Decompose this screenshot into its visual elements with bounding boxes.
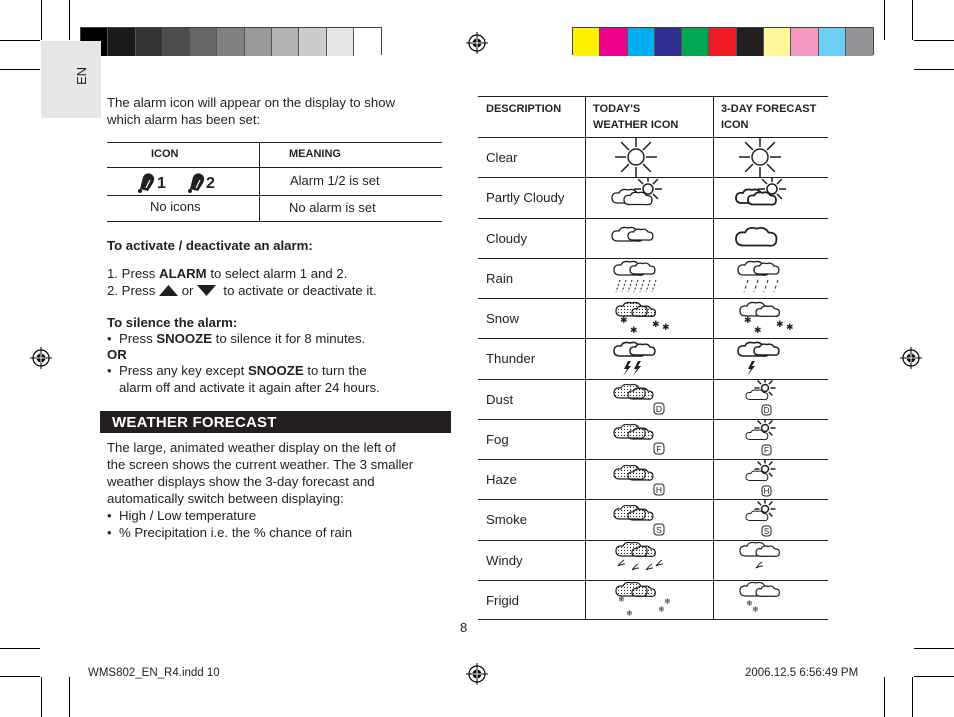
svg-text:❄: ❄ <box>752 605 759 615</box>
color-swatch <box>163 28 190 56</box>
silence-bullet-2-line-2: alarm off and activate it again after 24 hours. <box>119 380 380 395</box>
registration-mark-icon <box>900 347 922 369</box>
svg-text:✱: ✱ <box>662 321 670 332</box>
color-swatch <box>136 28 163 56</box>
weather-condition-label: Rain <box>486 270 514 286</box>
svg-text:S: S <box>656 524 662 535</box>
color-swatch <box>190 28 217 56</box>
header-today-line: TODAY'S <box>593 103 641 115</box>
bullet-text: to silence it for 8 minutes. <box>212 331 366 346</box>
svg-text:✱: ✱ <box>786 321 794 332</box>
grayscale-color-bar <box>80 27 382 55</box>
step-text: to select alarm 1 and 2. <box>206 266 348 281</box>
color-swatch <box>628 28 655 56</box>
header-3day-line: ICON <box>721 119 749 131</box>
rain-today-icon <box>590 258 700 298</box>
svg-text:✱: ✱ <box>620 314 628 325</box>
alarm-bell-icons <box>137 171 247 193</box>
crop-mark <box>884 0 885 40</box>
color-swatch <box>709 28 736 56</box>
color-swatch <box>791 28 818 56</box>
svg-text:S: S <box>763 526 770 536</box>
snow-forecast-icon <box>718 299 828 339</box>
header-today-line: WEATHER ICON <box>593 119 679 131</box>
weather-condition-label: Frigid <box>486 592 519 608</box>
cloudy-today-icon <box>590 218 700 258</box>
crop-mark <box>0 676 40 677</box>
alarm-1-number: 1 <box>157 175 166 192</box>
cloudy-forecast-icon <box>718 218 828 258</box>
registration-mark-icon <box>466 32 488 54</box>
activate-step-2 <box>107 283 377 298</box>
table-row-divider <box>478 619 828 620</box>
bullet-text: % Precipitation i.e. the % chance of rain <box>118 525 353 540</box>
snooze-key-label: SNOOZE <box>156 331 213 346</box>
alarm-set-meaning: Alarm 1/2 is set <box>290 173 380 188</box>
dust-forecast-icon <box>718 379 828 419</box>
forecast-bullet: • % Precipitation i.e. the % chance of rain <box>107 525 353 540</box>
crop-mark <box>69 0 70 40</box>
bullet-text: Press <box>118 331 157 346</box>
smoke-today-icon <box>590 500 700 540</box>
frigid-forecast-icon <box>718 580 828 620</box>
partly-cloudy-forecast-icon <box>718 178 828 218</box>
thunder-forecast-icon <box>718 339 828 379</box>
forecast-line: automatically switch between displaying: <box>107 491 344 506</box>
alarm-intro <box>107 94 395 128</box>
color-swatch <box>846 28 873 56</box>
weather-condition-label: Clear <box>486 150 518 165</box>
color-swatch <box>327 28 354 56</box>
haze-forecast-icon <box>718 460 828 500</box>
svg-text:✱: ✱ <box>754 324 762 335</box>
color-swatch <box>299 28 326 56</box>
crop-mark <box>41 0 42 40</box>
color-swatch <box>682 28 709 56</box>
svg-text:H: H <box>655 484 663 495</box>
silence-heading: To silence the alarm: <box>107 315 238 330</box>
svg-text:❄: ❄ <box>664 597 671 607</box>
header-3day <box>721 101 816 133</box>
svg-text:✱: ✱ <box>652 318 660 329</box>
svg-text:❄: ❄ <box>746 599 753 609</box>
color-swatch <box>600 28 627 56</box>
crop-mark <box>914 648 954 649</box>
intro-line: The alarm icon will appear on the display to show <box>107 95 396 110</box>
alarm-2-number: 2 <box>206 175 215 192</box>
crop-mark <box>912 677 913 717</box>
svg-text:❄: ❄ <box>626 609 633 619</box>
thunder-today-icon <box>590 339 700 379</box>
activate-heading: To activate / deactivate an alarm: <box>107 238 313 253</box>
weather-condition-label: Windy <box>486 552 523 568</box>
silence-bullet-2: • Press any key except SNOOZE to turn the <box>107 363 367 378</box>
windy-today-icon <box>590 540 700 580</box>
page-number: 8 <box>460 620 468 635</box>
crop-mark <box>0 69 40 70</box>
registration-mark-icon <box>466 663 488 685</box>
crop-mark <box>69 677 70 717</box>
silence-bullet-1: • Press SNOOZE to silence it for 8 minutes. <box>107 331 366 346</box>
svg-text:D: D <box>655 404 663 414</box>
color-swatch <box>655 28 682 56</box>
step-text: 2. Press <box>107 283 160 298</box>
bullet-text: to turn the <box>303 363 367 378</box>
alarm-table-header-icon: ICON <box>151 148 179 160</box>
crop-mark <box>0 648 40 649</box>
weather-condition-label: Snow <box>486 311 519 326</box>
fog-today-icon <box>590 419 700 459</box>
svg-text:D: D <box>763 406 770 415</box>
windy-forecast-icon <box>718 540 828 580</box>
frigid-today-icon <box>590 580 700 620</box>
color-swatch <box>573 28 600 56</box>
crop-mark <box>0 40 40 41</box>
weather-condition-label: Cloudy <box>486 230 528 246</box>
haze-today-icon <box>590 460 700 500</box>
clear-forecast-icon <box>718 138 828 178</box>
no-alarm-meaning: No alarm is set <box>289 200 376 215</box>
svg-text:F: F <box>764 446 769 456</box>
step-text: to activate or deactivate it. <box>216 283 377 298</box>
weather-condition-label: Smoke <box>486 512 528 528</box>
weather-icon-table <box>478 96 828 620</box>
crop-mark <box>912 0 913 40</box>
activate-step-1 <box>107 266 347 281</box>
no-icons-label: No icons <box>150 199 201 214</box>
svg-text:H: H <box>763 486 770 496</box>
weather-forecast-banner: WEATHER FORECAST <box>100 411 451 433</box>
crop-mark <box>914 40 954 41</box>
color-swatch <box>217 28 244 56</box>
svg-text:F: F <box>656 444 662 455</box>
alarm-table-header-meaning: MEANING <box>289 148 341 160</box>
intro-line: which alarm has been set: <box>107 112 261 127</box>
weather-condition-label: Haze <box>486 472 517 487</box>
step-text: 1. Press <box>107 266 160 281</box>
up-arrow-icon <box>159 285 178 296</box>
svg-text:✱: ✱ <box>776 318 784 329</box>
smoke-forecast-icon <box>718 500 828 540</box>
partly-cloudy-today-icon <box>590 178 700 218</box>
snooze-key-label: SNOOZE <box>247 363 304 378</box>
color-swatch <box>737 28 764 56</box>
down-arrow-icon <box>197 285 216 296</box>
color-swatch <box>245 28 272 56</box>
crop-mark <box>914 69 954 70</box>
language-label: EN <box>74 66 89 85</box>
process-color-bar <box>572 27 874 55</box>
color-swatch <box>354 28 381 56</box>
language-tab <box>41 41 101 118</box>
svg-text:✱: ✱ <box>630 324 638 335</box>
header-today <box>593 101 678 133</box>
color-swatch <box>764 28 791 56</box>
weather-condition-label: Fog <box>486 431 509 447</box>
forecast-description <box>107 439 413 541</box>
dust-today-icon <box>590 379 700 419</box>
weather-condition-label: Partly Cloudy <box>486 190 565 206</box>
weather-condition-label: Thunder <box>486 351 536 367</box>
weather-condition-label: Dust <box>486 391 514 407</box>
forecast-line: The large, animated weather display on the left of <box>107 440 396 455</box>
bullet-text: High / Low temperature <box>118 508 257 523</box>
color-swatch <box>272 28 299 56</box>
or-label: OR <box>107 347 127 362</box>
forecast-bullet: • High / Low temperature <box>107 508 257 523</box>
footer-filename: WMS802_EN_R4.indd 10 <box>88 667 220 679</box>
crop-mark <box>41 677 42 717</box>
rain-forecast-icon <box>718 258 828 298</box>
crop-mark <box>884 677 885 717</box>
snow-today-icon <box>590 299 700 339</box>
bullet-text: Press any key except <box>118 363 248 378</box>
color-swatch <box>108 28 135 56</box>
clear-today-icon <box>590 138 700 178</box>
registration-mark-icon <box>30 347 52 369</box>
forecast-line: weather displays show the 3-day forecast and <box>107 474 375 489</box>
header-description: DESCRIPTION <box>486 103 562 115</box>
svg-text:✱: ✱ <box>744 314 752 325</box>
header-3day-line: 3-DAY FORECAST <box>721 103 817 115</box>
step-text: or <box>178 283 198 298</box>
crop-mark <box>914 676 954 677</box>
fog-forecast-icon <box>718 419 828 459</box>
color-swatch <box>819 28 846 56</box>
svg-text:❄: ❄ <box>618 595 625 605</box>
alarm-key-label: ALARM <box>159 266 207 281</box>
forecast-line: the screen shows the current weather. The 3 smaller <box>107 457 414 472</box>
svg-text:❄: ❄ <box>658 605 665 615</box>
footer-timestamp: 2006.12.5 6:56:49 PM <box>745 667 859 679</box>
